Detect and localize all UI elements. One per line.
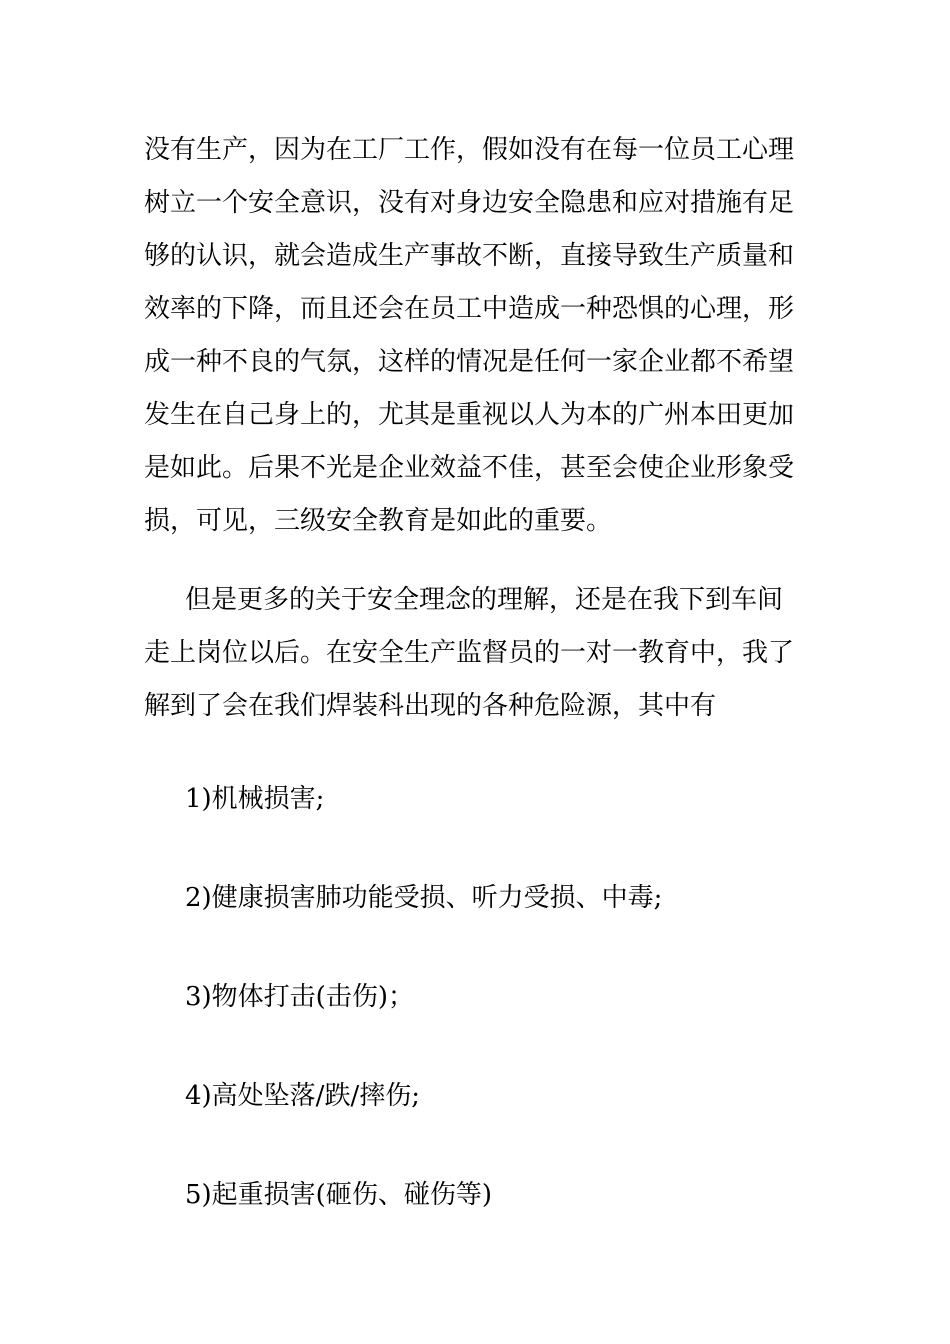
paragraph-2: 但是更多的关于安全理念的理解，还是在我下到车间走上岗位以后。在安全生产监督员的一对一教育中，我了解到了会在我们焊装科出现的各种危险源，其中有 [144, 585, 795, 721]
paragraph-1: 没有生产，因为在工厂工作，假如没有在每一位员工心理树立一个安全意识，没有对身边安全隐患和应对措施有足够的认识，就会造成生产事故不断，直接导致生产质量和效率的下降，而且还会在员工中造成一种恐惧的心理，形成一种不良的气氛，这样的情况是任何一家企业都不希望发生在自己身上的，尤其是重视以人为本的广州本田更加是如此。后果不光是企业效益不佳，甚至会使企业形象受损，可见，三级安全教育是如此的重要。 [144, 135, 795, 536]
list-item: 2)健康损害肺功能受损、听力受损、中毒; [185, 883, 663, 913]
list-item: 4)高处坠落/跌/摔伤; [185, 1081, 420, 1111]
list-item: 1)机械损害; [185, 784, 325, 814]
list-item: 5)起重损害(砸伤、碰伤等) [185, 1180, 492, 1210]
list-item: 3)物体打击(击伤)； [185, 982, 414, 1012]
